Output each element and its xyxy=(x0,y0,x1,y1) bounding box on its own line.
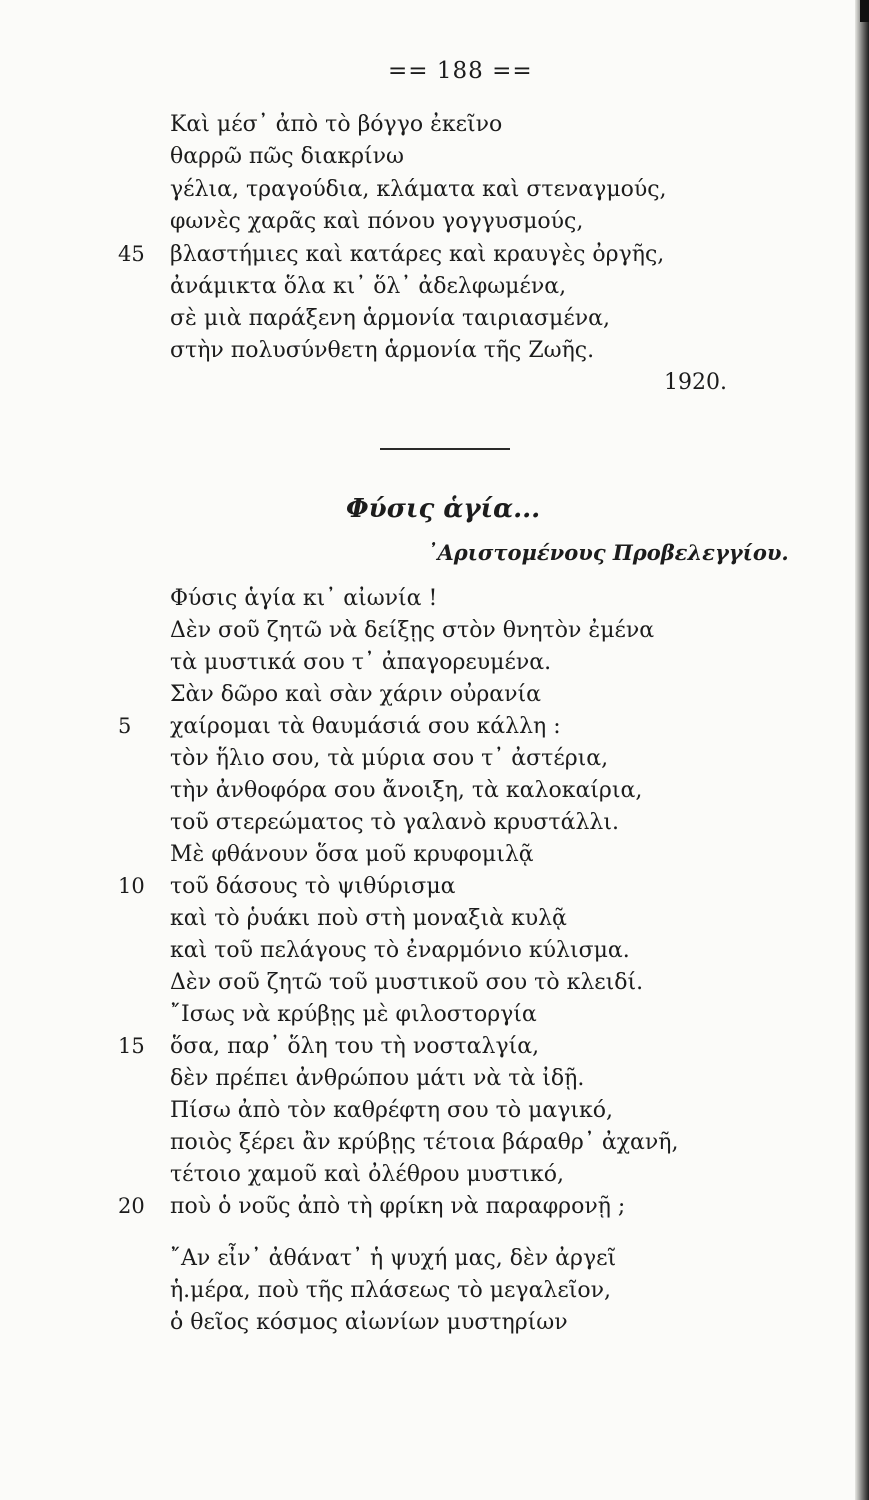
verse-line: ὅσα, παρ᾽ ὅλη του τὴ νοσταλγία, xyxy=(170,1034,540,1059)
verse-line: καὶ τοῦ πελάγους τὸ ἐναρμόνιο κύλισμα. xyxy=(170,938,630,963)
line-number: 15 xyxy=(118,1034,145,1058)
verse-line: γέλια, τραγούδια, κλάματα καὶ στεναγμούς, xyxy=(170,177,667,202)
page-edge xyxy=(855,0,869,1500)
verse-line: καὶ τὸ ῥυάκι ποὺ στὴ μοναξιὰ κυλᾷ xyxy=(170,906,567,931)
verse-line: στὴν πολυσύνθετη ἁρμονία τῆς Ζωῆς. xyxy=(170,338,595,363)
verse-line: δὲν πρέπει ἀνθρώπου μάτι νὰ τὰ ἰδῇ. xyxy=(170,1066,585,1091)
verse-line: Δὲν σοῦ ζητῶ τοῦ μυστικοῦ σου τὸ κλειδί. xyxy=(170,970,644,995)
poem-year: 1920. xyxy=(664,370,727,395)
verse-line: τὰ μυστικά σου τ᾽ ἀπαγορευμένα. xyxy=(170,650,552,675)
verse-line: σὲ μιὰ παράξενη ἁρμονία ταιριασμένα, xyxy=(170,306,610,331)
verse-line: Καὶ μέσ᾽ ἀπὸ τὸ βόγγο ἐκεῖνο xyxy=(170,112,503,137)
verse-line: τοῦ στερεώματος τὸ γαλανὸ κρυστάλλι. xyxy=(170,810,619,835)
corner-mark xyxy=(860,0,869,22)
verse-line: φωνὲς χαρᾶς καὶ πόνου γογγυσμούς, xyxy=(170,209,584,234)
line-number: 45 xyxy=(118,242,145,266)
verse-line: ἡ.μέρα, ποὺ τῆς πλάσεως τὸ μεγαλεῖον, xyxy=(170,1278,611,1303)
verse-line: βλαστήμιες καὶ κατάρες καὶ κραυγὲς ὀργῆς, xyxy=(170,242,665,267)
verse-line: τοῦ δάσους τὸ ψιθύρισμα xyxy=(170,874,456,899)
line-number: 20 xyxy=(118,1194,145,1218)
line-number: 5 xyxy=(118,714,132,738)
poem-title: Φύσις ἁγία... xyxy=(346,494,541,524)
verse-line: ῎Ισως νὰ κρύβῃς μὲ φιλοστοργία xyxy=(170,1002,537,1027)
verse-line: Σὰν δῶρο καὶ σὰν χάριν οὐρανία xyxy=(170,682,541,707)
verse-line: ὁ θεῖος κόσμος αἰωνίων μυστηρίων xyxy=(170,1310,568,1335)
verse-line: ἀνάμικτα ὅλα κι᾽ ὅλ᾽ ἀδελφωμένα, xyxy=(170,274,567,299)
verse-line: Πίσω ἀπὸ τὸν καθρέφτη σου τὸ μαγικό, xyxy=(170,1098,613,1123)
page-number: == 188 == xyxy=(388,58,533,84)
verse-line: Μὲ φθάνουν ὅσα μοῦ κρυφομιλᾷ xyxy=(170,842,534,867)
verse-line: ποιὸς ξέρει ἂν κρύβῃς τέτοια βάραθρ᾽ ἀχανῆ, xyxy=(170,1130,679,1155)
line-number: 10 xyxy=(118,874,145,898)
verse-line: Φύσις ἁγία κι᾽ αἰωνία ! xyxy=(170,586,438,611)
poem-author: ᾿Αριστομένους Προβελεγγίου. xyxy=(427,540,789,565)
verse-line: ῎Αν εἶν᾽ ἀθάνατ᾽ ἡ ψυχή μας, δὲν ἀργεῖ xyxy=(170,1246,617,1271)
verse-line: τὸν ἥλιο σου, τὰ μύρια σου τ᾽ ἀστέρια, xyxy=(170,746,609,771)
verse-line: θαρρῶ πῶς διακρίνω xyxy=(170,144,404,169)
verse-line: τὴν ἀνθοφόρα σου ἄνοιξη, τὰ καλοκαίρια, xyxy=(170,778,643,803)
verse-line: τέτοιο χαμοῦ καὶ ὀλέθρου μυστικό, xyxy=(170,1162,565,1187)
section-divider xyxy=(380,448,510,450)
verse-line: ποὺ ὁ νοῦς ἀπὸ τὴ φρίκη νὰ παραφρονῇ ; xyxy=(170,1194,626,1219)
verse-line: Δὲν σοῦ ζητῶ νὰ δείξῃς στὸν θνητὸν ἐμένα xyxy=(170,618,655,643)
verse-line: χαίρομαι τὰ θαυμάσιά σου κάλλη : xyxy=(170,714,561,739)
